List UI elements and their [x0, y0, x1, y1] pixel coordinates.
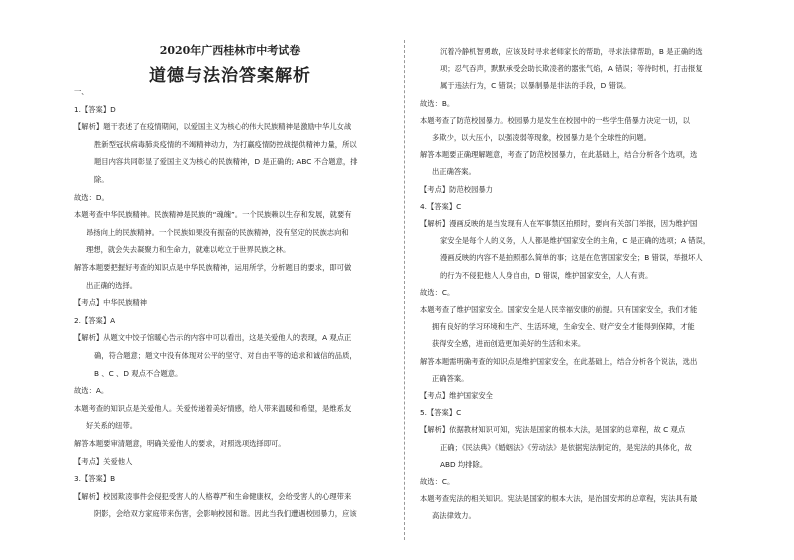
text-line: 确，符合题意；题文中没有体现对公平的坚守、对自由平等的追求和诚信的品质，: [94, 351, 357, 360]
text-line: 的行为不侵犯他人人身自由，D 错误，维护国家安全，人人有责。: [440, 270, 653, 280]
text-line: 本题考查了维护国家安全。国家安全是人民幸福安康的前提。只有国家安全，我们才能: [420, 305, 698, 314]
text-line: 理想，就会失去凝聚力和生命力，就难以屹立于世界民族之林。: [86, 245, 291, 255]
text-line: 解答本题要审清题意，明确关爱他人的要求，对照选项选择即可。: [74, 439, 286, 448]
text-line: 沉着冷静机智勇敢，应该及时寻求老师家长的帮助，寻求法律帮助，B 是正确的选: [440, 47, 703, 56]
text-line: 除。: [94, 175, 109, 184]
text-line: 漫画反映的内容不是拍照那么简单的事；这是在危害国家安全；B 错误，举报坏人: [440, 253, 703, 263]
text-line: 故选：B。: [420, 98, 455, 108]
text-line: 解答本题要正确理解题意，考查了防范校园暴力，在此基础上，结合分析各个选项，选: [420, 150, 698, 160]
text-line: 阴影，会给双方家庭带来伤害，会影响校园和谐。因此当我们遭遇校园暴力，应该: [94, 509, 357, 519]
text-line: 一、: [74, 87, 89, 96]
text-line: 【解析】漫画反映的是当发现有人在军事禁区拍照时，要向有关部门举报，因为维护国: [420, 219, 698, 228]
text-line: 本题考查宪法的相关知识。宪法是国家的根本大法，是治国安邦的总章程，宪法具有最: [420, 494, 698, 504]
text-line: 4.【答案】C: [420, 201, 462, 211]
exam-title: 2020年广西桂林市中考试卷: [159, 44, 301, 57]
text-line: 获得安全感，进而创造更加美好的生活和未来。: [432, 339, 586, 349]
text-line: 3.【答案】B: [74, 474, 116, 484]
text-line: 故选：C。: [420, 477, 455, 486]
text-line: 属于违法行为，C 错误；以暴制暴是非法的手段，D 错误。: [440, 81, 631, 91]
text-line: B 、C 、D 观点不合题意。: [94, 368, 183, 378]
text-line: 【解析】校园欺凌事件会侵犯受害人的人格尊严和生命健康权，会给受害人的心理带来: [74, 491, 352, 501]
text-line: 【考点】维护国家安全: [420, 391, 493, 400]
text-line: 出正确的选择。: [86, 280, 138, 290]
text-line: 题目内容共同彰显了爱国主义为核心的民族精神，D 是正确的; ABC 不合题意，排: [94, 157, 358, 167]
text-line: 好关系的纽带。: [86, 421, 138, 431]
text-line: 【解析】依据教材知识可知，宪法是国家的根本大法，是国家的总章程，故 C 观点: [420, 425, 686, 435]
text-line: 本题考查中华民族精神。民族精神是民族的“魂魄”。一个民族赖以生存和发展，就要有: [74, 210, 352, 220]
text-line: 【解析】从题文中饺子馆暖心告示的内容中可以看出，这是关爱他人的表现，A 观点正: [74, 333, 352, 343]
text-line: 【考点】中华民族精神: [74, 298, 147, 308]
text-line: 解答本题需明确考查的知识点是维护国家安全，在此基础上，结合分析各个说法，选出: [420, 356, 698, 366]
text-line: 胜新型冠状病毒肺炎疫情的不竭精神动力，为打赢疫情防控战提供精神力量，所以: [94, 139, 357, 149]
text-line: 本题考查了防范校园暴力。校园暴力是发生在校园中的一些学生借暴力决定一切，以: [420, 115, 690, 125]
exam-subtitle: 道德与法治答案解析: [149, 66, 311, 86]
text-line: 【考点】关爱他人: [74, 456, 133, 466]
text-line: 多欺少，以大压小，以强凌弱等现象，校园暴力是个全球性的问题。: [432, 133, 651, 142]
text-line: 故选：C。: [420, 287, 455, 297]
text-line: 正确答案。: [432, 373, 469, 383]
column-divider: [404, 40, 405, 540]
text-line: 昂扬向上的民族精神。一个民族如果没有振奋的民族精神，没有坚定的民族志向和: [86, 227, 349, 237]
text-line: 5.【答案】C: [420, 408, 462, 418]
text-line: 故选：D。: [74, 192, 109, 202]
text-line: 本题考查的知识点是关爱他人。关爱传递着美好情感，给人带来温暖和希望，是维系友: [74, 403, 352, 413]
text-line: 家安全是每个人的义务，人人都是维护国家安全的主角，C 是正确的选项；A 错误，: [440, 236, 711, 246]
text-line: 2.【答案】A: [74, 315, 116, 325]
text-line: 出正确答案。: [432, 167, 476, 177]
text-line: 项；忍气吞声，默默承受会助长欺凌者的嚣张气焰，A 错误；等待时机，打击报复: [440, 64, 703, 74]
text-line: 高法律效力。: [432, 511, 476, 521]
text-line: 1.【答案】D: [74, 104, 116, 114]
text-line: 【解析】题干表述了在疫情期间，以爱国主义为核心的伟大民族精神是激励中华儿女战: [74, 122, 352, 132]
text-line: 正确；《民法典》《婚姻法》《劳动法》是依据宪法制定的，是宪法的具体化，故: [440, 442, 692, 452]
text-line: 故选：A。: [74, 386, 109, 396]
text-line: ABD 均排除。: [440, 459, 488, 469]
text-line: 解答本题要把握好考查的知识点是中华民族精神，运用所学，分析题目的要求，即可做: [74, 263, 352, 272]
text-line: 【考点】防范校园暴力: [420, 184, 493, 194]
text-line: 拥有良好的学习环境和生产、生活环境，生命安全、财产安全才能得到保障，才能: [432, 322, 695, 332]
